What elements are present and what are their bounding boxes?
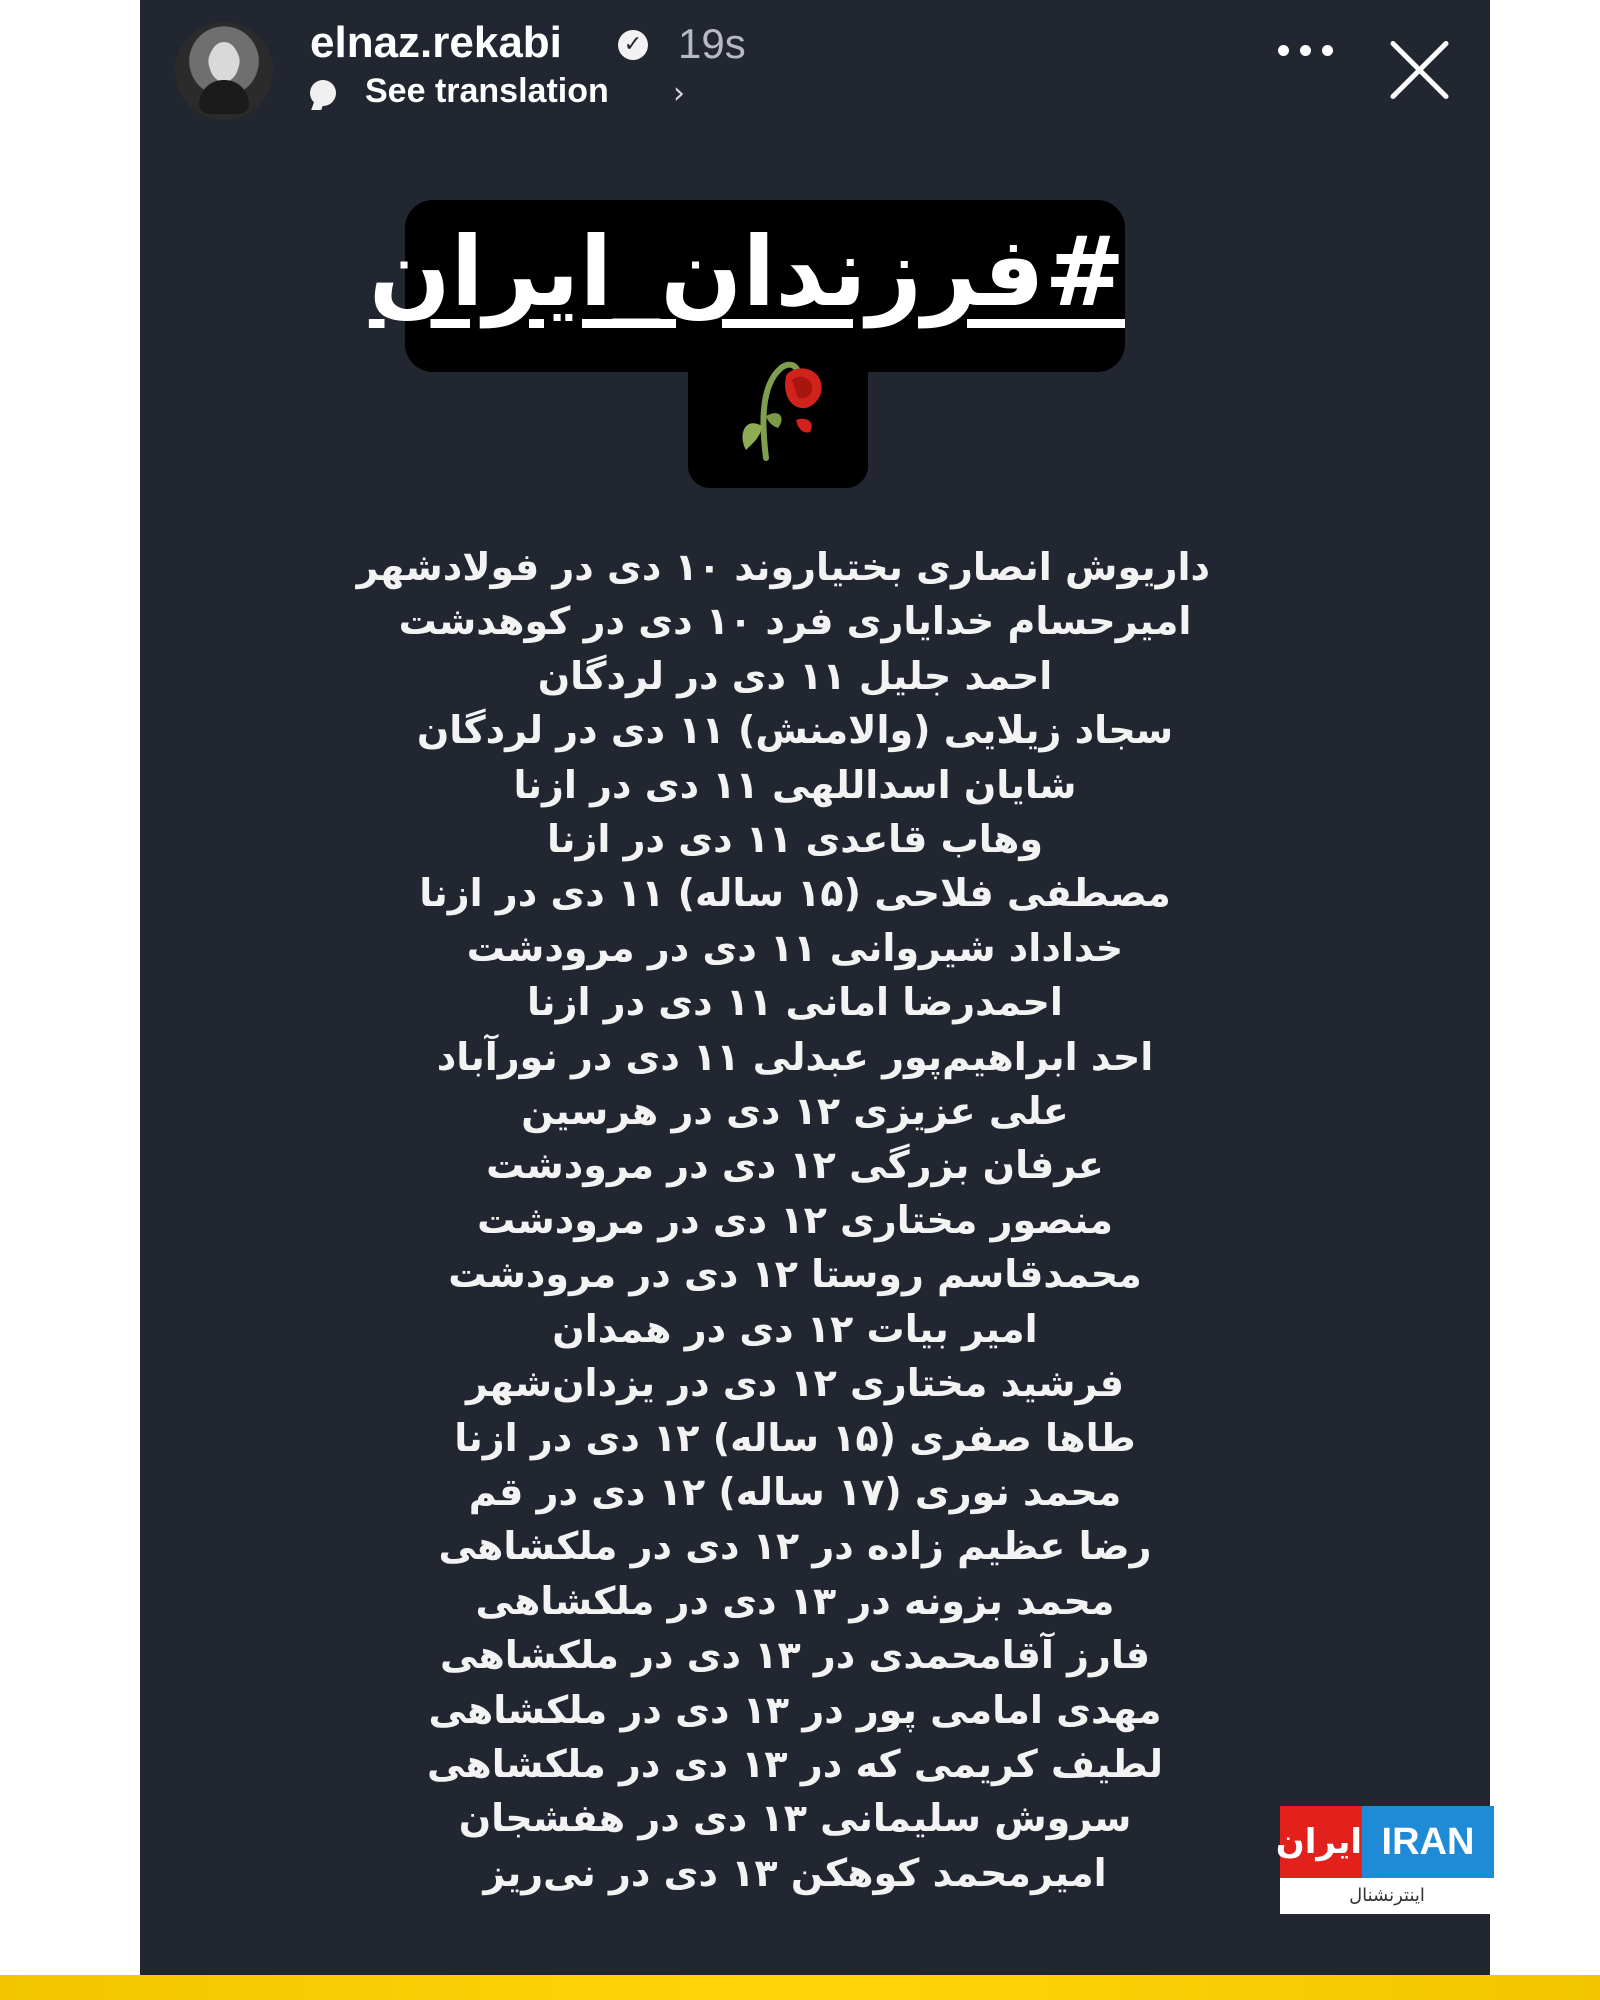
hashtag-text: #فرزندان_ایران <box>368 216 1125 328</box>
more-options-button[interactable] <box>1278 45 1338 65</box>
list-item: لطیف کریمی که در ۱۳ دی در ملکشاهی <box>426 1741 1164 1786</box>
list-item: رضا عظیم زاده در ۱۲ دی در ملکشاهی <box>438 1524 1152 1569</box>
username[interactable]: elnaz.rekabi <box>310 18 562 67</box>
list-item: محمد نوری (۱۷ ساله) ۱۲ دی در قم <box>468 1469 1122 1514</box>
story-viewer[interactable] <box>140 0 1490 1975</box>
avatar-face <box>209 42 239 82</box>
list-item: مهدی امامی پور در ۱۳ دی در ملکشاهی <box>428 1687 1162 1732</box>
list-item: وهاب قاعدی ۱۱ دی در ازنا <box>546 817 1043 862</box>
list-item: فارز آقامحمدی در ۱۳ دی در ملکشاهی <box>440 1633 1150 1678</box>
list-item: منصور مختاری ۱۲ دی در مرودشت <box>477 1197 1113 1242</box>
wilted-rose-icon <box>726 346 830 466</box>
logo-subtitle: اینترنشنال <box>1349 1885 1425 1906</box>
list-item: سجاد زیلایی (والامنش) ۱۱ دی در لردگان <box>416 708 1174 753</box>
chevron-right-icon[interactable]: › <box>673 76 685 111</box>
list-item: امیرمحمد کوهکن ۱۳ دی در نی‌ریز <box>483 1850 1107 1895</box>
avatar[interactable] <box>175 22 273 120</box>
wilted-rose-sticker <box>688 340 868 488</box>
list-item: مصطفی فلاحی (۱۵ ساله) ۱۱ دی در ازنا <box>419 871 1171 916</box>
list-item: محمدقاسم روستا ۱۲ دی در مرودشت <box>448 1252 1142 1297</box>
list-item: احد ابراهیم‌پور عبدلی ۱۱ دی در نورآباد <box>436 1034 1154 1079</box>
avatar-body <box>199 80 249 114</box>
list-item: سروش سلیمانی ۱۳ دی در هفشجان <box>458 1796 1132 1841</box>
list-item: شایان اسداللهی ۱۱ دی در ازنا <box>513 762 1077 807</box>
list-item: عرفان بزرگی ۱۲ دی در مرودشت <box>486 1143 1104 1188</box>
list-item: داریوش انصاری بختیاروند ۱۰ دی در فولادشهر <box>356 545 1210 589</box>
list-item: طاها صفری (۱۵ ساله) ۱۲ دی در ازنا <box>454 1415 1136 1460</box>
logo-farsi: ایران <box>1280 1806 1362 1878</box>
list-item: علی عزیزی ۱۲ دی در هرسین <box>521 1089 1069 1134</box>
bottom-accent-bar <box>0 1975 1600 2000</box>
logo-latin: IRAN <box>1362 1806 1494 1878</box>
see-translation-link[interactable]: See translation <box>365 72 609 110</box>
post-time: 19s <box>678 20 746 67</box>
close-icon[interactable] <box>1385 35 1455 105</box>
iran-international-logo <box>1275 1806 1494 1914</box>
list-item: امیر بیات ۱۲ دی در همدان <box>552 1306 1038 1351</box>
list-item: احمد جلیل ۱۱ دی در لردگان <box>537 653 1053 698</box>
verified-icon: ✓ <box>618 30 648 60</box>
translate-icon[interactable] <box>310 80 336 106</box>
list-item: محمد بزونه در ۱۳ دی در ملکشاهی <box>475 1578 1115 1623</box>
names-list <box>356 540 1210 1900</box>
list-item: فرشید مختاری ۱۲ دی در یزدان‌شهر <box>466 1361 1124 1406</box>
list-item: امیرحسام خدایاری فرد ۱۰ دی در کوهدشت <box>398 599 1192 644</box>
list-item: احمدرضا امانی ۱۱ دی در ازنا <box>527 980 1063 1025</box>
list-item: خداداد شیروانی ۱۱ دی در مرودشت <box>466 925 1124 970</box>
